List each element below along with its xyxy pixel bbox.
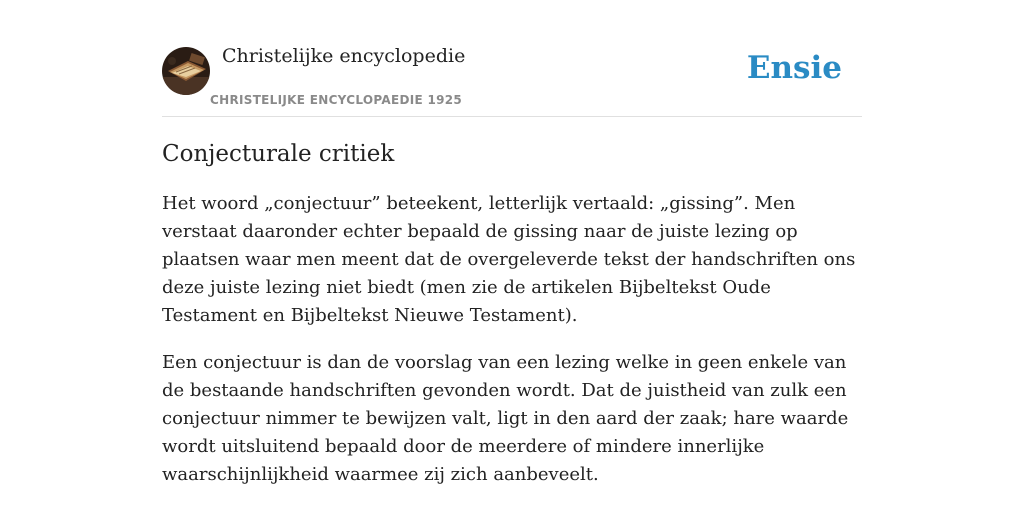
- source-header: [162, 0, 862, 117]
- article-title: Conjecturale critiek: [162, 141, 395, 167]
- article: [162, 138, 862, 508]
- book-image-icon: [162, 47, 210, 95]
- article-paragraph: Een conjectuur is dan de voorslag van een lezing welke in geen enkele van de bestaande handschriften gevonden wordt. Dat de juistheid van zulk een conjectuur nimmer te bewijzen valt, ligt in den aard der zaak; hare waarde wordt uitsluitend bepaald door de meerdere of mindere innerlijke waarschijnlijkheid waarmee zij zich aanbeveelt.: [162, 352, 849, 485]
- source-title[interactable]: Christelijke encyclopedie: [222, 45, 466, 67]
- source-subtitle: CHRISTELIJKE ENCYCLOPAEDIE 1925: [210, 93, 463, 107]
- ensie-logo-link[interactable]: Ensie: [746, 50, 842, 86]
- article-paragraph: Het woord „conjectuur” beteekent, letterlijk vertaald: „gissing”. Men verstaat daaronder echter bepaald de gissing naar de juiste lezing op plaatsen waar men meent dat de overgeleverde tekst der handschriften ons deze juiste lezing niet biedt (men zie de artikelen Bijbeltekst Oude Testament en Bijbeltekst Nieuwe Testament).: [162, 193, 856, 326]
- source-avatar[interactable]: [162, 47, 210, 95]
